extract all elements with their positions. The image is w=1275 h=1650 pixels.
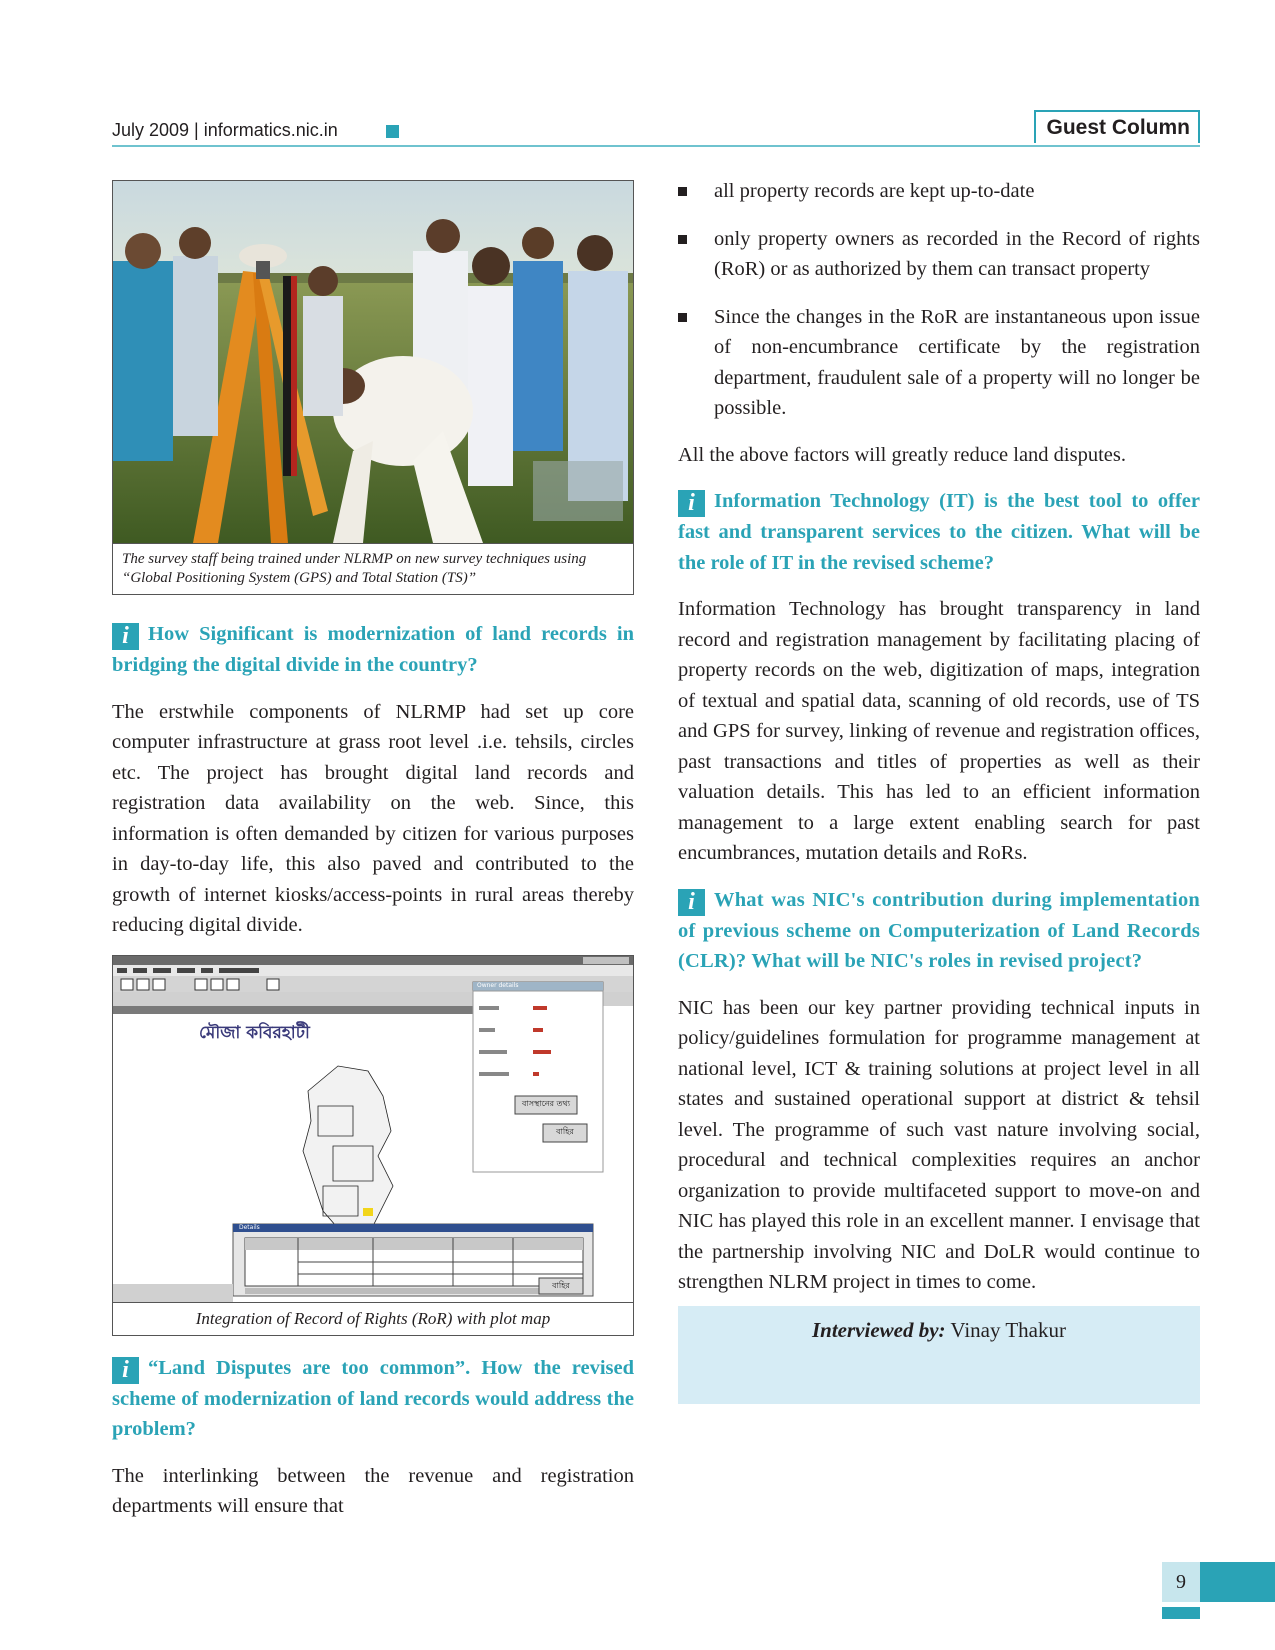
info-icon: i [112,623,139,650]
info-icon: i [678,490,705,517]
question-digital-divide-text: How Significant is modernization of land records in bridging the digital divide in the country? [112,623,634,676]
summary-paragraph: All the above factors will greatly reduce land disputes. [678,443,1127,466]
ror-map-screenshot [113,956,633,1303]
bullet-item [678,302,1200,424]
bullet-square-icon [678,187,687,196]
question-land-disputes [112,1353,634,1445]
header-rule [112,145,1200,147]
ror-map-figure [112,955,634,1336]
footer-accent-block [1200,1562,1275,1602]
bullet-item [678,224,1200,285]
owner-button-exit[interactable]: বাহির [556,1126,574,1136]
question-digital-divide [112,619,634,681]
bullet-item [678,176,1200,207]
owner-panel-title: Owner details [477,981,519,989]
answer-it-role: Information Technology has brought transparency in land record and registration management by facilitating placing of property records on the web, digitization of maps, integration of textual and spatial data, scanning of old records, use of TS and GPS for survey, linking of revenue and registration offices, past transactions and titles of properties as well as their valuation details. This has led to an efficient information management to a large extent enabling search for past encumbrances, mutation details and RoRs. [678,598,1200,864]
question-it-role-text: Information Technology (IT) is the best tool to offer fast and transparent services to the citizen. What will be the role of IT in the revised scheme? [678,490,1200,574]
question-nic-contribution-text: What was NIC's contribution during implementation of previous scheme on Computerization of Land Records (CLR)? What will be NIC's roles in revised project? [678,888,1200,972]
question-nic-contribution [678,885,1200,977]
bullet-text: Since the changes in the RoR are instantaneous upon issue of non-encumbrance certificate by the registration department, fraudulent sale of a property will no longer be possible. [714,305,1200,419]
details-panel-title: Details [239,1223,260,1231]
interviewed-by-label: Interviewed by: [812,1317,946,1342]
outcome-bullet-list [678,176,1200,424]
info-icon: i [678,889,705,916]
answer-nic-contribution: NIC has been our key partner providing technical inputs in policy/guidelines formulation for programme management at national level, ICT & training solutions at project level in all states and sustained operational support at district & tehsil level. The programme of such vast nature involving social, procedural and technical complexities requires an anchor organization to provide multifaceted support to move-on and NIC has played this role in an excellent manner. I envisage that the partnership involving NIC and DoLR would continue to strengthen NLRM project in times to come. [678,996,1200,1293]
column-tag: Guest Column [1034,110,1200,143]
info-icon: i [112,1357,139,1384]
left-column [112,180,634,1522]
bullet-square-icon [678,235,687,244]
ror-map-caption: Integration of Record of Rights (RoR) with plot map [195,1308,551,1328]
answer-digital-divide: The erstwhile components of NLRMP had set up core computer infrastructure at grass root level .i.e. tehsils, circles etc. The project has brought digital land records and registration data availability on the web. Since, this information is often demanded by citizen for various purposes in day-to-day life, this also paved and contributed to the growth of internet kiosks/access-points in rural areas thereby reducing digital divide. [112,700,634,936]
page-header [112,108,1200,146]
question-land-disputes-text: “Land Disputes are too common”. How the revised scheme of modernization of land records would address the problem? [112,1356,634,1440]
survey-photo [113,181,633,544]
header-square-marker [386,125,399,138]
footer-accent-bar [1162,1607,1200,1619]
survey-photo-figure [112,180,634,595]
issue-meta: July 2009 | informatics.nic.in [112,120,338,140]
answer-land-disputes-intro: The interlinking between the revenue and registration departments will ensure that [112,1464,634,1517]
survey-caption-line2: “Global Positioning System (GPS) and Total Station (TS)” [122,570,477,586]
question-it-role [678,486,1200,578]
interview-credit-box [678,1306,1200,1404]
page-number: 9 [1162,1562,1200,1602]
survey-photo-image [113,181,633,543]
owner-button-residence[interactable]: বাসস্থানের তথ্য [521,1098,571,1108]
bullet-text: all property records are kept up-to-date [714,180,1035,202]
right-column [678,180,1200,1404]
details-close-button[interactable]: বাহির [552,1280,570,1290]
bullet-text: only property owners as recorded in the Record of rights (RoR) or as authorized by them can transact property [714,227,1200,280]
survey-caption-line1: The survey staff being trained under NLRMP on new survey techniques using [122,551,587,567]
map-mouza-title: মৌজা কবিরহাটী [199,1022,310,1043]
survey-photo-caption [113,544,633,594]
interviewer-name: Vinay Thakur [950,1317,1066,1342]
bullet-square-icon [678,313,687,322]
